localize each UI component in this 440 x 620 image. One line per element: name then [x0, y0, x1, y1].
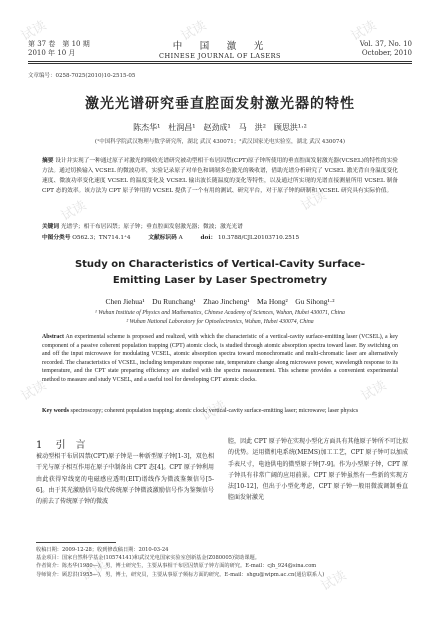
header-issue-info	[360, 40, 412, 58]
watermark-text: 试读	[198, 398, 230, 425]
journal-masthead	[120, 38, 320, 60]
abstract-en-text: An experimental scheme is proposed and realized, with which the characteristic of a vertical-cavity surface-emitting laser (VCSEL), a key component of a passive coherent population trapping (CPT) atomic clock, is studied through atomic absorption spectra toward laser. By switching on and off the input microwave for modulating VCSEL, atomic absorption spectra toward monochromatic and multi-chromatic laser are alternatively recorded. The characteristics of VCSEL, including temperature response rate, temperature change along microwave power, wavelength response to its temperature, and the CPT state preparing efficiency are studied with the spectra measurement. This scheme provides a convenient experimental method to measure and study VCSEL, and a useful tool for developing CPT atomic clocks.	[42, 334, 398, 383]
affiliation-zh: (¹中国科学院武汉物理与数学研究所，湖北 武汉 430071；²武汉国家光电实验室，湖北 武汉 430074)	[94, 139, 346, 145]
footnote-funding: 基金项目：国家自然科学基金(10574141)和武汉光电国家实验室创新基金(Z080005)资助课题。	[36, 555, 260, 562]
abstract-zh-text: 设计并实现了一种通过原子对激光的吸收光谱研究被动型相干布居囚禁(CPT)原子钟所使用的垂直腔面发射激光器(VCSEL)的特性的实验方法。通过切换输入 VCSEL 的微波功率，实验记录原子对单色和调制多色激光的吸收谱，借助光谱分析研究了 VCSEL 激光背自身温度变化速度、微波功率变化速度 VCSEL 的温度变化及 VCSEL 输出波长随温度的变化等特性，以及通过所实现的光谱直接测量所用 VCSEL 制备 CPT 态的效率。该方法为 CPT 原子钟用的 VCSEL 提供了一个有用的测试、研究平台，对于原子钟的研制和 VCSEL 研究具有实际价值。	[42, 158, 398, 194]
abstract-zh	[42, 156, 398, 196]
doc-code-value: A	[178, 235, 183, 241]
journal-title-en: CHINESE JOURNAL OF LASERS	[159, 52, 281, 60]
watermark-text: 试读	[358, 378, 390, 405]
watermark-text: 试读	[298, 188, 330, 215]
footnote-advisor: 导师简介：顾思洪(1955—)，男，博士，研究员，主要从事原子频标方面的研究。E-mail：shgu@wipm.ac.cn(通信联系人)	[36, 571, 325, 578]
watermark-text: 试读	[318, 568, 350, 595]
authors-zh: 陈杰华¹ 杜润昌¹ 赵劲成¹ 马 洪² 顾思洪¹·²	[133, 123, 307, 132]
keywords-en-text: spectroscopy; coherent population trapping; atomic clock; vertical-cavity surface-emitting laser; microwave; laser physics	[70, 408, 359, 414]
watermark-text: 试读	[18, 18, 50, 45]
keywords-zh-text: 光谱学；相干布居囚禁；原子钟；垂直腔面发射激光器；微波；激光光谱	[60, 224, 243, 230]
section-title: 引 言	[55, 440, 86, 451]
authors-en: Chen Jiehua¹ Du Runchang¹ Zhao Jincheng¹ Ma Hong² Gu Sihong¹·²	[105, 297, 335, 306]
body-column-left: 被动型相干布居囚禁(CPT)原子钟是一种新型原子钟[1-3]，双色相干光与原子相互作用在原子中制备出 CPT 态[4]。CPT 原子钟利用由此获得窄线宽的电磁感应透明(EIT)谱线作为微波鉴频信号[5-6]。由于其光激励信号取代传统原子钟微波激励信号作为鉴频信号的前去了传统原子钟的微波	[36, 453, 214, 506]
footnote-rule	[36, 542, 116, 543]
watermark-text: 试读	[348, 18, 380, 45]
doc-code-label: 文献标识码	[148, 235, 177, 241]
doi-label: doi：	[200, 235, 217, 241]
affiliation-en-1: ¹ Wuhan Institute of Physics and Mathematics, Chinese Academy of Sciences, Wuhan, Hubei 430071, China	[95, 310, 345, 316]
watermark-text: 试读	[58, 198, 90, 225]
keywords-zh-label: 关键词	[42, 224, 60, 230]
journal-title-zh: 中 国 激 光	[172, 41, 268, 52]
watermark-text: 试读	[78, 558, 110, 585]
header-volume: 第 37 卷 第 10 期	[28, 40, 90, 48]
affiliation-en-2: ² Wuhan National Laboratory for Optoelectronics, Wuhan, Hubei 430074, China	[126, 318, 314, 325]
header-volume-info	[28, 40, 90, 58]
abstract-zh-label: 摘要	[42, 158, 54, 164]
clc-label: 中图分类号	[42, 235, 71, 241]
affiliation-en	[40, 309, 400, 326]
abstract-en	[42, 333, 398, 385]
header-date-en: October, 2010	[361, 49, 412, 57]
abstract-en-label: Abstract	[42, 334, 64, 340]
footnotes	[36, 546, 408, 579]
section-number: 1	[36, 440, 43, 451]
footnote-received: 收稿日期：2009-12-28；收到修改稿日期：2010-03-24	[36, 547, 169, 553]
classification-zh	[42, 233, 398, 243]
paper-title-zh: 激光光谱研究垂直腔面发射激光器的特性	[85, 96, 355, 112]
keywords-zh	[42, 222, 398, 232]
watermark-text: 试读	[178, 18, 210, 45]
header-rule-top	[28, 61, 412, 62]
watermark-text: 试读	[18, 378, 50, 405]
body-column-right: 腔，因此 CPT 原子钟在实现小型化方面具有其他原子钟所不可比拟的优势。运用微机电系统(MEMS)加工工艺，CPT 原子钟可以加成手表尺寸，电池供电的微型原子钟[7-9]。作为小型原子钟，CPT 原子钟具有非常广阔的应用前景。CPT 原子钟虽然有一些新的实现方法[10-12]，但出于小型化考虑，CPT 原子钟一般用微波调制垂直腔面发射激光	[228, 438, 408, 502]
keywords-en-label: Key words	[42, 408, 69, 414]
header-date-zh: 2010 年 10 月	[28, 49, 76, 57]
header-vol-en: Vol. 37, No. 10	[359, 40, 412, 48]
article-number: 文章编号：0258-7025(2010)10-2515-05	[28, 73, 136, 79]
footnote-author: 作者简介：陈杰华(1980—)，男，博士研究生，主要从事相干布居囚禁原子钟方面的研究。E-mail：cjh_924@sina.com	[36, 563, 317, 570]
doi-value: 10.3788/CJL20103710.2515	[217, 235, 300, 241]
section-heading	[36, 436, 86, 451]
clc-value: O562.3；TN714.1⁺4	[72, 235, 131, 241]
header-rule-bottom	[28, 63, 412, 64]
paper-title-en: Study on Characteristics of Vertical-Cavity Surface-Emitting Laser by Laser Spectrometry	[74, 259, 366, 286]
keywords-en	[42, 407, 398, 416]
